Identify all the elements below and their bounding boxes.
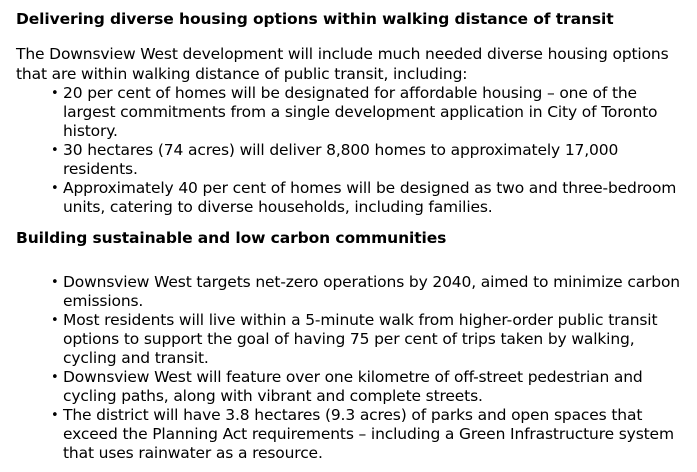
list-item [51, 368, 687, 406]
bullet-icon: • [51, 313, 59, 328]
list-item-text: Downsview West targets net-zero operations by 2040, aimed to minimize carbon emissions. [63, 273, 680, 310]
bullet-icon: • [51, 143, 59, 158]
bullet-icon: • [51, 181, 59, 196]
list-item [51, 273, 687, 311]
section-heading-sustainability: Building sustainable and low carbon communities [16, 229, 447, 247]
section-heading-housing: Delivering diverse housing options within walking distance of transit [16, 10, 614, 28]
list-item [51, 179, 687, 217]
list-item [51, 311, 687, 368]
list-item-text: Downsview West will feature over one kilometre of off-street pedestrian and cycling paths, along with vibrant and complete streets. [63, 368, 643, 405]
bullet-icon: • [51, 86, 59, 101]
list-item [51, 141, 687, 179]
bullet-list-sustainability [16, 273, 687, 463]
section-intro-housing: The Downsview West development will include much needed diverse housing options that are within walking distance of public transit, including: [16, 45, 669, 83]
list-item-text: Most residents will live within a 5-minute walk from higher-order public transit options to support the goal of having 75 per cent of trips taken by walking, cycling and transit. [63, 311, 658, 367]
list-item [51, 84, 687, 141]
bullet-icon: • [51, 275, 59, 290]
list-item-text: The district will have 3.8 hectares (9.3 acres) of parks and open spaces that exceed the Planning Act requirements – including a Green Infrastructure system that uses rainwater as a resource. [63, 406, 674, 462]
bullet-icon: • [51, 370, 59, 385]
bullet-list-housing [16, 84, 687, 217]
list-item-text: 30 hectares (74 acres) will deliver 8,800 homes to approximately 17,000 residents. [63, 141, 619, 178]
list-item-text: Approximately 40 per cent of homes will be designed as two and three-bedroom units, catering to diverse households, including families. [63, 179, 677, 216]
list-item [51, 406, 687, 463]
bullet-icon: • [51, 408, 59, 423]
list-item-text: 20 per cent of homes will be designated for affordable housing – one of the largest commitments from a single development application in City of Toronto history. [63, 84, 658, 140]
